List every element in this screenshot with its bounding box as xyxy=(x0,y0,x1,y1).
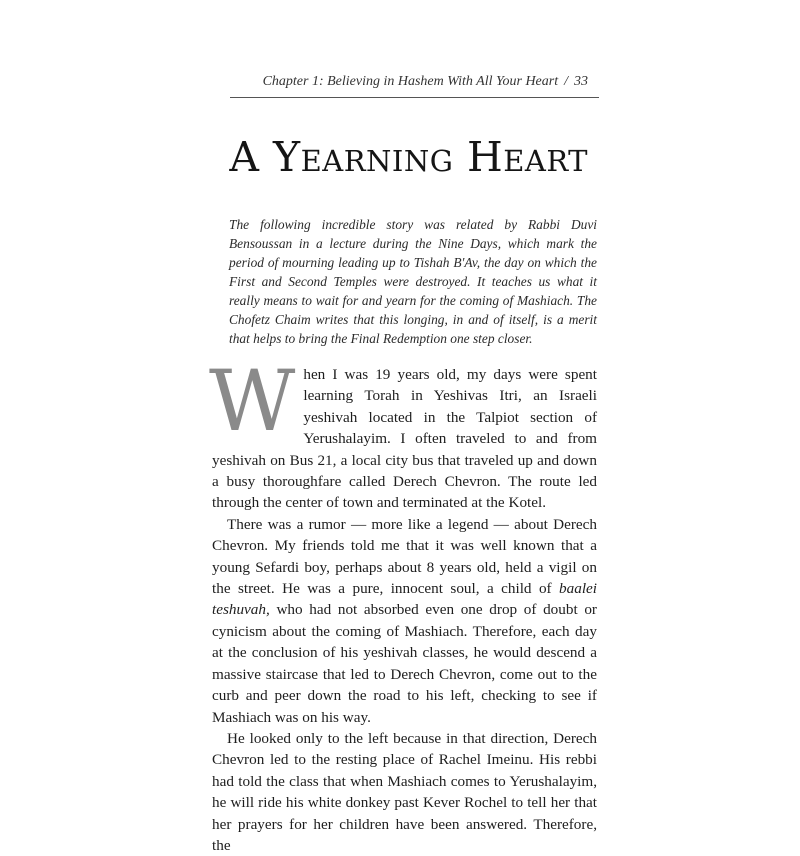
body-paragraph-2-text-a: There was a rumor — more like a legend — about Derech Chevron. My friends told me that it was well known that a young Sefardi boy, perhaps about 8 years old, held a vigil on the street. He was a pure, innocent soul, a child of xyxy=(212,515,597,598)
body-paragraph-2 xyxy=(212,514,597,728)
body-paragraph-3: He looked only to the left because in that direction, Derech Chevron led to the resting place of Rachel Imeinu. His rebbi had told the class that when Mashiach comes to Yerushalayim, he will ride his white donkey past Kever Rochel to tell her that her prayers for her children have been answered. Therefore, the xyxy=(212,729,597,854)
chapter-title: A Yearning Heart xyxy=(229,133,588,181)
running-head xyxy=(230,74,588,90)
body-paragraph-2-italic: baalei teshuvah, xyxy=(212,580,597,619)
header-rule xyxy=(230,97,599,98)
body-paragraph-1-text: hen I was 19 years old, my days were spent learning Torah in Yeshivas Itri, an Israeli yeshivah located in the Talpiot section of Yerushalayim. I often traveled to and from yeshivah on Bus 21, a local city bus that traveled up and down a busy thoroughfare called Derech Chevron. The route led through the center of town and terminated at the Kotel. xyxy=(212,366,597,512)
body-paragraph-2-text-b: who had not absorbed even one drop of doubt or cynicism about the coming of Mashiach. Therefore, each day at the conclusion of his yeshivah classes, he would descend a massive staircase that led to Derech Chevron, come out to the curb and peer down the road to his left, checking to see if Mashiach was on his way. xyxy=(212,601,597,726)
running-head-separator: / xyxy=(564,74,568,89)
body-paragraph-1 xyxy=(209,352,597,514)
body-text xyxy=(209,352,597,856)
page-number: 33 xyxy=(574,74,588,89)
drop-cap: W xyxy=(209,352,296,450)
intro-paragraph: The following incredible story was related by Rabbi Duvi Bensoussan in a lecture during the Nine Days, which mark the period of mourning leading up to Tishah B'Av, the day on which the First and Second Temples were destroyed. It teaches us what it really means to wait for and yearn for the coming of Mashiach. The Chofetz Chaim writes that this longing, in and of itself, is a merit that helps to bring the Final Redemption one step closer. xyxy=(229,217,597,346)
running-head-chapter: Chapter 1: Believing in Hashem With All Your Heart xyxy=(262,74,559,89)
